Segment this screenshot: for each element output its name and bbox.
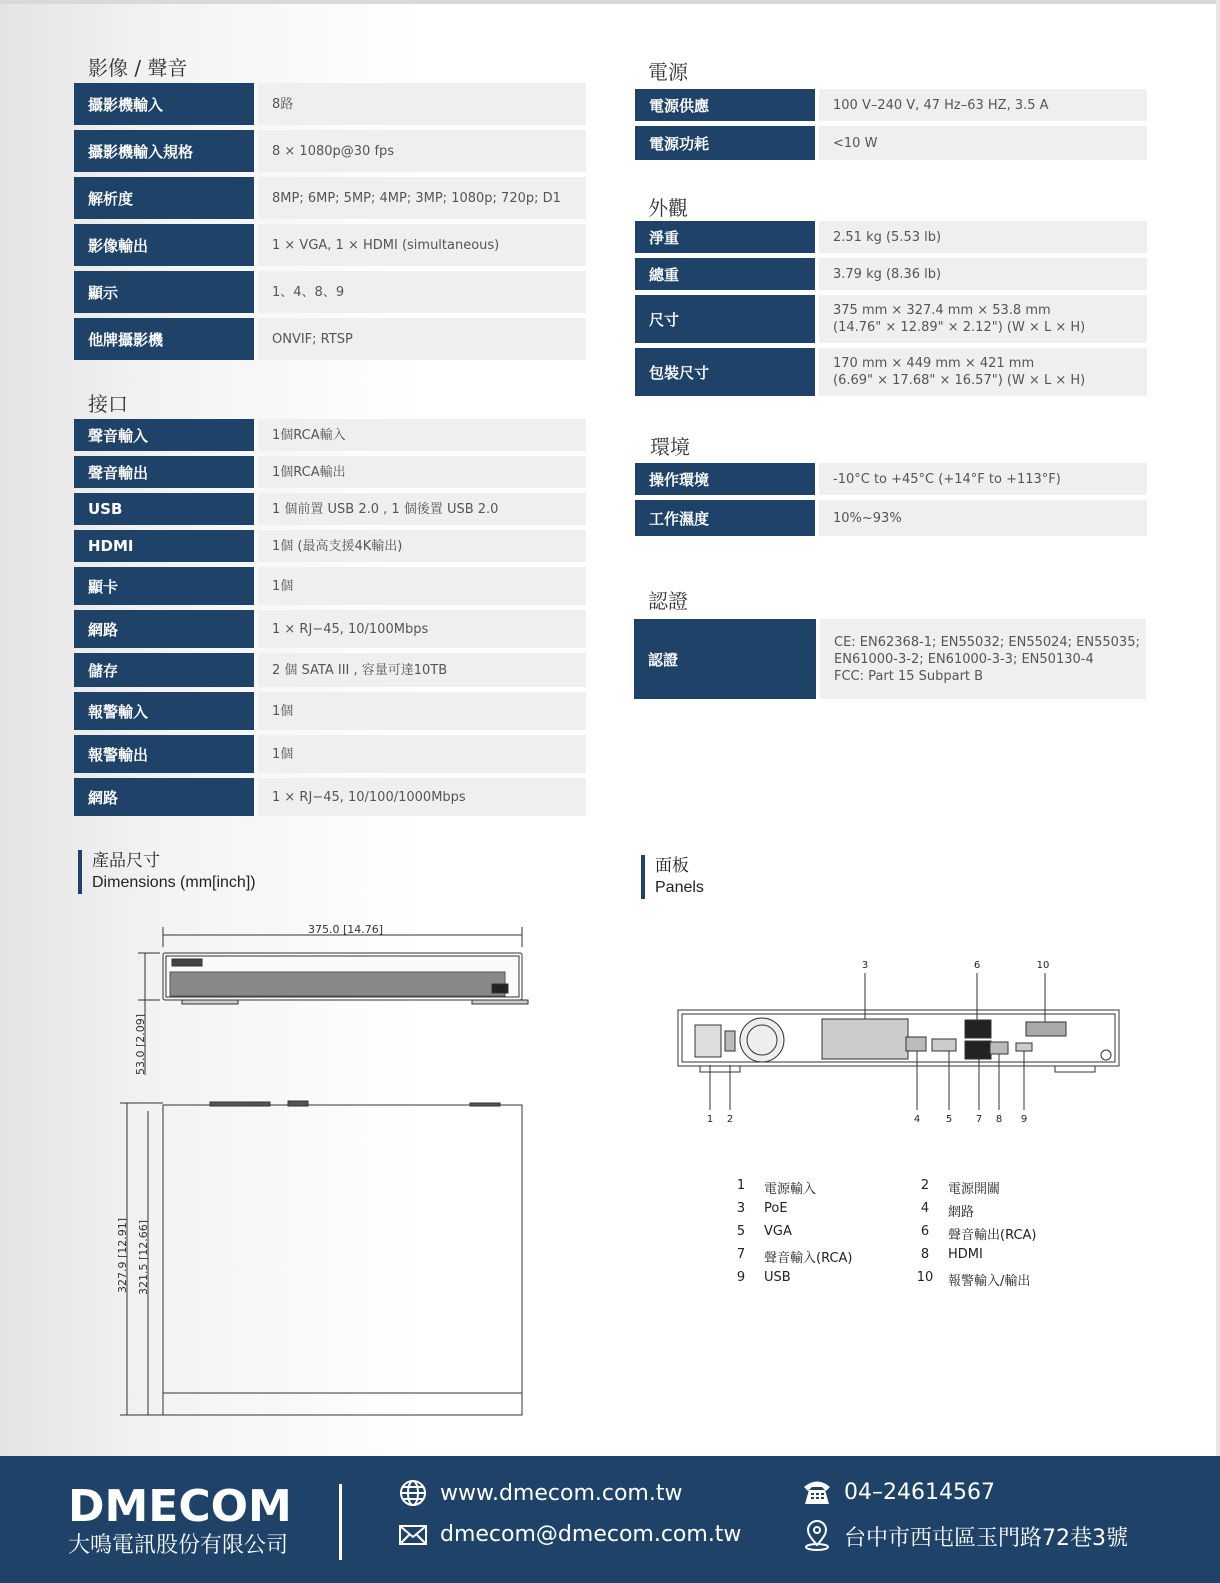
legend-number: 4	[920, 1201, 930, 1216]
spec-row	[635, 500, 1147, 536]
appearance-spec-table	[635, 216, 1147, 401]
legend-number: 1	[736, 1178, 746, 1193]
legend-number: 7	[736, 1247, 746, 1262]
panels-heading-zh: 面板	[655, 856, 689, 876]
legend-text: 報警輸入/輸出	[948, 1274, 1031, 1289]
spec-row	[74, 778, 586, 816]
width-dimension-label: 375.0 [14.76]	[308, 923, 384, 936]
interface-section-title: 接口	[88, 392, 128, 416]
spec-row	[635, 348, 1147, 396]
spec-value	[258, 271, 586, 313]
spec-value-line: 1 × VGA, 1 × HDMI (simultaneous)	[272, 237, 500, 253]
spec-row	[635, 221, 1147, 253]
legend-text: 聲音輸出(RCA)	[948, 1228, 1037, 1243]
callout-3: 3	[861, 960, 869, 971]
spec-value	[258, 735, 586, 773]
envelope-icon	[398, 1524, 428, 1546]
spec-label: 聲音輸出	[74, 456, 254, 488]
website-row	[398, 1478, 682, 1508]
spec-label: 電源供應	[635, 89, 815, 121]
legend-text: 電源輸入	[764, 1182, 817, 1197]
spec-label: 總重	[635, 258, 815, 290]
av-spec-table	[74, 78, 586, 365]
dimensions-heading-zh: 產品尺寸	[92, 851, 160, 871]
spec-value-line: 1個 (最高支援4K輸出)	[272, 538, 403, 554]
environment-section-title: 環境	[650, 435, 690, 459]
spec-value-line: <10 W	[833, 135, 878, 151]
callout-7: 7	[975, 1114, 983, 1125]
power-section-title: 電源	[648, 60, 688, 84]
panels-heading	[641, 855, 704, 899]
dimension-drawing	[100, 915, 550, 1430]
environment-spec-table	[635, 458, 1147, 541]
callout-10: 10	[1036, 960, 1050, 971]
spec-value-line: 1個	[272, 746, 294, 762]
callout-5: 5	[945, 1114, 953, 1125]
spec-row	[74, 692, 586, 730]
legend-text: USB	[764, 1270, 791, 1285]
depth-dimension-label-1: 327.9 [12.91]	[116, 1217, 129, 1293]
spec-label: 報警輸出	[74, 735, 254, 773]
spec-value	[258, 224, 586, 266]
spec-value	[819, 221, 1147, 253]
spec-value	[258, 83, 586, 125]
spec-label: 攝影機輸入	[74, 83, 254, 125]
legend-number: 8	[920, 1247, 930, 1262]
spec-value	[819, 258, 1147, 290]
spec-value-line: 1個RCA輸出	[272, 464, 346, 480]
spec-value-line: 100 V–240 V, 47 Hz–63 HZ, 3.5 A	[833, 97, 1049, 113]
spec-value	[258, 692, 586, 730]
right-border	[1216, 0, 1220, 1470]
spec-value-line: 1個RCA輸入	[272, 427, 346, 443]
power-spec-table	[635, 84, 1147, 165]
spec-row	[634, 619, 1146, 699]
spec-value	[258, 530, 586, 562]
spec-value	[819, 463, 1147, 495]
spec-row	[74, 177, 586, 219]
spec-value	[258, 610, 586, 648]
spec-value	[819, 500, 1147, 536]
spec-row	[74, 653, 586, 687]
spec-row	[635, 463, 1147, 495]
spec-value	[258, 567, 586, 605]
legend-text: 電源開關	[948, 1182, 1001, 1197]
spec-value-line: 1 個前置 USB 2.0 , 1 個後置 USB 2.0	[272, 501, 499, 517]
spec-value	[819, 126, 1147, 160]
legend-text: PoE	[764, 1201, 788, 1216]
appearance-section-title: 外觀	[648, 196, 688, 220]
company-name: 大鳴電訊股份有限公司	[68, 1533, 289, 1558]
spec-value-line: 1個	[272, 578, 294, 594]
spec-label: 淨重	[635, 221, 815, 253]
legend-number: 5	[736, 1224, 746, 1239]
spec-value-line: 8 × 1080p@30 fps	[272, 143, 395, 159]
callout-4: 4	[913, 1114, 921, 1125]
footer-divider	[339, 1484, 342, 1560]
spec-label: 網路	[74, 778, 254, 816]
spec-value-line: 10%~93%	[833, 510, 902, 526]
spec-row	[635, 295, 1147, 343]
spec-value-line: 170 mm × 449 mm × 421 mm	[833, 356, 1035, 371]
spec-label: 攝影機輸入規格	[74, 130, 254, 172]
legend-number: 9	[736, 1270, 746, 1285]
spec-value	[819, 295, 1147, 343]
telephone-icon	[802, 1478, 832, 1506]
spec-value-line: CE: EN62368-1; EN55032; EN55024; EN55035;	[834, 634, 1140, 650]
legend-row	[730, 1224, 1110, 1247]
av-section-title: 影像 / 聲音	[88, 56, 188, 80]
spec-value	[258, 653, 586, 687]
spec-row	[74, 530, 586, 562]
spec-label: 電源功耗	[635, 126, 815, 160]
spec-value	[258, 318, 586, 360]
spec-label: 解析度	[74, 177, 254, 219]
top-border	[0, 0, 1220, 4]
rear-panel-drawing	[670, 955, 1130, 1135]
legend-number: 6	[920, 1224, 930, 1239]
spec-value	[819, 348, 1147, 396]
phone-row	[802, 1478, 995, 1506]
spec-row	[74, 224, 586, 266]
email-link[interactable]: dmecom@dmecom.com.tw	[440, 1522, 742, 1547]
website-link[interactable]: www.dmecom.com.tw	[440, 1480, 683, 1506]
spec-row	[74, 456, 586, 488]
spec-label: 操作環境	[635, 463, 815, 495]
callout-1: 1	[706, 1114, 714, 1125]
callout-2: 2	[726, 1114, 734, 1125]
spec-value-line: 375 mm × 327.4 mm × 53.8 mm	[833, 303, 1051, 318]
spec-row	[635, 89, 1147, 121]
spec-value-line: 1 × RJ−45, 10/100/1000Mbps	[272, 789, 466, 805]
spec-label: 報警輸入	[74, 692, 254, 730]
spec-label: 顯卡	[74, 567, 254, 605]
spec-value-line: FCC: Part 15 Subpart B	[834, 668, 984, 684]
location-pin-icon	[802, 1520, 832, 1552]
spec-label: 網路	[74, 610, 254, 648]
spec-value-line: 3.79 kg (8.36 lb)	[833, 266, 942, 282]
spec-row	[74, 419, 586, 451]
spec-value-line: EN61000-3-2; EN61000-3-3; EN50130-4	[834, 651, 1094, 667]
spec-row	[74, 567, 586, 605]
cert-spec-table	[634, 614, 1146, 704]
legend-text: HDMI	[948, 1247, 983, 1262]
spec-label: 包裝尺寸	[635, 348, 815, 396]
spec-value-line: ONVIF; RTSP	[272, 331, 353, 347]
legend-number: 3	[736, 1201, 746, 1216]
spec-label: 儲存	[74, 653, 254, 687]
spec-value-line: 8路	[272, 96, 294, 112]
phone-number[interactable]: 04–24614567	[844, 1479, 995, 1505]
spec-label: 他牌攝影機	[74, 318, 254, 360]
spec-value	[258, 419, 586, 451]
spec-value-line: 1個	[272, 703, 294, 719]
spec-label: 工作濕度	[635, 500, 815, 536]
callout-9: 9	[1020, 1114, 1028, 1125]
spec-value	[820, 619, 1146, 699]
spec-row	[74, 735, 586, 773]
spec-row	[74, 83, 586, 125]
legend-row	[730, 1270, 1110, 1293]
spec-value-line: 2.51 kg (5.53 lb)	[833, 229, 942, 245]
panels-heading-en: Panels	[655, 879, 704, 896]
address-text: 台中市西屯區玉門路72巷3號	[844, 1525, 1128, 1551]
address-row	[802, 1520, 1128, 1552]
spec-label: 聲音輸入	[74, 419, 254, 451]
callout-8: 8	[995, 1114, 1003, 1125]
spec-label: 尺寸	[635, 295, 815, 343]
spec-label: USB	[74, 493, 254, 525]
globe-icon	[398, 1478, 428, 1508]
dimensions-heading-en: Dimensions (mm[inch])	[92, 874, 256, 891]
spec-row	[635, 258, 1147, 290]
spec-value	[258, 177, 586, 219]
legend-number: 2	[920, 1178, 930, 1193]
spec-value-line: (14.76" × 12.89" × 2.12") (W × L × H)	[833, 320, 1086, 335]
interface-spec-table	[74, 414, 586, 821]
spec-row	[74, 318, 586, 360]
email-row	[398, 1522, 741, 1547]
legend-row	[730, 1201, 1110, 1224]
spec-row	[74, 610, 586, 648]
spec-label: 認證	[634, 619, 816, 699]
legend-text: VGA	[764, 1224, 792, 1239]
cert-section-title: 認證	[648, 589, 688, 613]
spec-value-line: (6.69" × 17.68" × 16.57") (W × L × H)	[833, 373, 1086, 388]
spec-value-line: 1 × RJ−45, 10/100Mbps	[272, 621, 429, 637]
spec-value	[258, 778, 586, 816]
spec-label: 顯示	[74, 271, 254, 313]
legend-text: 網路	[948, 1205, 975, 1220]
legend-number: 10	[916, 1270, 934, 1285]
brand-logo: DMECOM	[68, 1481, 292, 1532]
spec-value-line: 8MP; 6MP; 5MP; 4MP; 3MP; 1080p; 720p; D1	[272, 190, 561, 206]
height-dimension-label: 53.0 [2.09]	[134, 1013, 147, 1075]
callout-6: 6	[973, 960, 981, 971]
spec-row	[74, 493, 586, 525]
legend-row	[730, 1178, 1110, 1201]
spec-value	[258, 130, 586, 172]
spec-row	[74, 130, 586, 172]
spec-value	[819, 89, 1147, 121]
spec-label: HDMI	[74, 530, 254, 562]
spec-label: 影像輸出	[74, 224, 254, 266]
spec-value-line: -10°C to +45°C (+14°F to +113°F)	[833, 471, 1061, 487]
legend-row	[730, 1247, 1110, 1270]
legend-text: 聲音輸入(RCA)	[764, 1251, 853, 1266]
spec-value-line: 2 個 SATA III , 容量可達10TB	[272, 662, 448, 678]
spec-value	[258, 456, 586, 488]
spec-value-line: 1、4、8、9	[272, 284, 345, 300]
spec-row	[74, 271, 586, 313]
depth-dimension-label-2: 321.5 [12.66]	[137, 1219, 150, 1295]
panels-legend	[730, 1178, 1110, 1293]
dimensions-heading	[78, 850, 256, 894]
spec-row	[635, 126, 1147, 160]
spec-value	[258, 493, 586, 525]
footer	[0, 1456, 1220, 1583]
